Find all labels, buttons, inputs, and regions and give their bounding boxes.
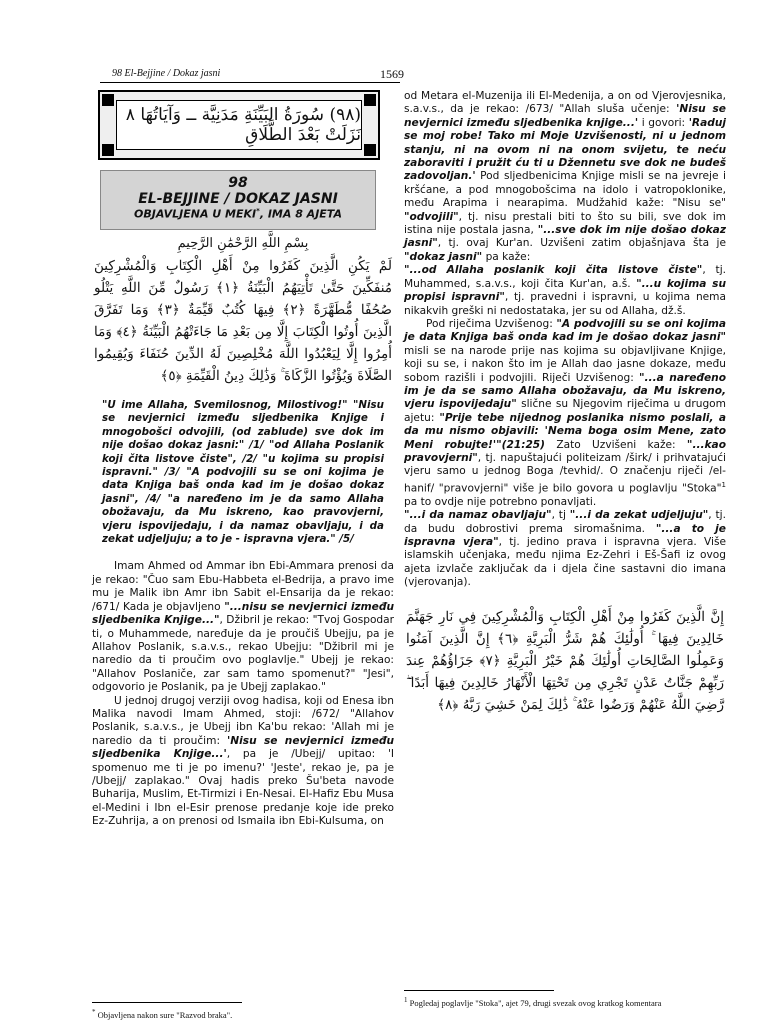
quote: "...i da namaz obavljaju" [404,509,552,522]
quote: "...sve dok im nije došao dokaz jasni" [404,224,726,250]
subtitle-lead: OBJAVLJENA U MEKI [134,207,257,221]
footnote-marker: * [92,1008,96,1016]
surah-banner-text: (٩٨) سُورَةُ البَيِّنَةِ مَدَنِيَّة ــ وَآيَاتُهَا ٨ نَزَلَتْ بَعْدَ الطَّلَاقِ [116,100,362,150]
quote: "...a naređeno im je da se samo Allaha obožavaju, da Mu iskreno, vjeru ispovijedaju" [404,371,726,411]
page-number: 1569 [380,67,404,81]
text: , tj. nisu prestali biti to što su bili, sve dok im istina nije postala jasna, [404,210,726,237]
quote: 'Nisu se nevjernici između sljedbenika knjige...' [404,103,726,129]
arabic-verses-6-8: إِنَّ الَّذِينَ كَفَرُوا مِنْ أَهْلِ الْكِتَابِ وَالْمُشْرِكِينَ فِي نَارِ جَهَنَّمَ خَالِدِينَ فِيهَا ۚ أُولَٰئِكَ هُمْ شَرُّ الْبَرِيَّةِ ﴿٦﴾ إِنَّ الَّذِينَ آمَنُوا وَعَمِلُوا الصَّالِحَاتِ أُولَٰئِكَ هُمْ خَيْرُ الْبَرِيَّةِ ﴿٧﴾ جَزَاؤُهُمْ عِندَ رَبِّهِمْ جَنَّاتُ عَدْنٍ تَجْرِي مِن تَحْتِهَا الْأَنْهَارُ خَالِدِينَ فِيهَا أَبَدًا ۖ رَّضِيَ اللَّهُ عَنْهُمْ وَرَضُوا عَنْهُ ۚ ذَٰلِكَ لِمَنْ خَشِيَ رَبَّهُ ﴿٨﴾ [406,608,724,713]
surah-banner [98,90,380,160]
quote: "...u kojima su propisi ispravni" [404,277,726,304]
text: , tj. pravedni i ispravni, u kojima nema nikakvih greški ni nedostataka, jer su od Allaha, dž.š. [404,291,726,317]
footnote-rule [92,1002,242,1003]
text: , pa je /Ubejj/ upitao: 'I spomenuo me ti je po imenu?' 'Jeste', rekao je, pa je /Ubejj/ zaplakao." Ovaj hadis preko Šu'beta navode Buharija, Muslim, Et-Tirmizi i En-Nesai. El-Hafiz Ebu Musa el-Medini i Ibn el-Esir prenose predanje koje ide preko Ez-Zuhrija, a on prenosi od Ismaila ibn Ebi-Kulsuma, on [92,748,394,828]
quote: "A podvojili su se oni kojima je data Knjiga baš onda kad im je došao dokaz jasni" [404,317,727,344]
banner-ornament [102,144,114,156]
quote: "...i da zekat udjeljuju" [569,509,709,522]
quote: "dokaz jasni" [404,250,483,263]
text: Pod riječima Uzvišenog: [426,317,553,330]
quote: "...od Allaha poslanik koji čita listove čiste" [404,264,703,277]
chapter-number: 98 [228,175,248,191]
paragraph [92,560,394,694]
right-body-text [404,90,726,590]
arabic-verses-1-5: لَمْ يَكُنِ الَّذِينَ كَفَرُوا مِنْ أَهْلِ الْكِتَابِ وَالْمُشْرِكِينَ مُنفَكِّينَ حَتَّىٰ تَأْتِيَهُمُ الْبَيِّنَةُ ﴿١﴾ رَسُولٌ مِّنَ اللَّهِ يَتْلُو صُحُفًا مُّطَهَّرَةً ﴿٢﴾ فِيهَا كُتُبٌ قَيِّمَةٌ ﴿٣﴾ وَمَا تَفَرَّقَ الَّذِينَ أُوتُوا الْكِتَابَ إِلَّا مِن بَعْدِ مَا جَاءَتْهُمُ الْبَيِّنَةُ ﴿٤﴾ وَمَا أُمِرُوا إِلَّا لِيَعْبُدُوا اللَّهَ مُخْلِصِينَ لَهُ الدِّينَ حُنَفَاءَ وَيُقِيمُوا الصَّلَاةَ وَيُؤْتُوا الزَّكَاةَ ۚ وَذَٰلِكَ دِينُ الْقَيِّمَةِ ﴿٥﴾ [94,258,393,384]
quote: 'Raduj se moj robe! Tako mi Moje Uzvišenosti, ni u jednom stanju, ni na ovom ni na onom svijetu, te neću zaboraviti i pružit ću ti u Džennetu sve dok ne budeš zadovoljan.' [404,116,726,183]
footnote-left [92,1007,392,1020]
paragraph [404,318,726,509]
chapter-title: EL-BEJJINE / DOKAZ JASNI [138,191,338,207]
text: Zato Uzvišeni kaže: [545,438,687,451]
text: U jednoj drugoj verziji ovog hadisa, koji od Enesa ibn Malika navodi Imam Ahmed, stoji: /672/ "Allahov Poslanik, s.a.v.s., je Ubejj ibn Ka'bu rekao: 'Allah mi je naredio da ti proučim: [92,694,394,747]
text: , tj. Muhammed, s.a.v.s., koji čita Kur'an, a.š. [404,264,727,290]
quote: "...kao pravovjerni" [404,438,726,464]
paragraph [404,90,726,264]
chapter-title-box [100,170,376,230]
banner-ornament [364,144,376,156]
text: , tj. da budu dobrostivi prema siromašnima. [404,509,726,535]
text: misli se na narode prije nas kojima su objavljivane Knjige, koji su se, i nakon što im je Allah dao jasne dokaze, među sobom razišli i podvojili. Riječi Uzvišenog: [404,344,726,384]
banner-ornament [364,94,376,106]
quote: 'Nisu se nevjernici između sljedbenika Knjige...' [92,734,395,761]
chapter-subtitle [101,207,375,221]
footnote-marker: 1 [404,996,408,1004]
text: i govori: [638,116,689,129]
text: , tj [551,509,570,522]
footnote-text: Objavljena nakon sure "Razvod braka". [97,1009,233,1020]
text: slične su Njegovim riječima u drugom ajetu: [404,398,726,424]
left-body-text [92,560,394,828]
text: , tj. jedino prava i ispravna vjera. Više islamskih učenjaka, među njima Ez-Zehri i Eš-Šafi iz ovog ajeta izvlače zaključak da i djela čine sastavni dio imana (vjerovanja). [404,535,726,589]
paragraph [404,264,726,318]
footnote-text: Pogledaj poglavlje "Stoka", ajet 79, drugi svezak ovog kratkog komentara [409,997,662,1008]
text: od Metara el-Muzenija ili El-Medenija, a on od Vjerovjesnika, s.a.v.s., da je rekao: /673/ "Allah sluša učenje: [404,90,726,116]
quote: "...nisu se nevjernici između sljedbenika Knjige..." [92,600,394,627]
text: Pod sljedbenicima Knjige misli se na jevreje i kršćane, a pod mnogobošcima na idolo i vatropoklonike, među Arapima i nearapima. Mudžahid kaže: "Nisu se" [404,170,726,210]
text: , tj. ovaj Kur'an. Uzvišeni zatim objašnjava šta je [437,237,726,250]
right-column [404,90,726,716]
paragraph [404,509,726,589]
subtitle-tail: , IMA 8 AJETA [259,207,342,221]
footnote-right [404,995,724,1008]
text: , tj. napuštajući politeizam /širk/ i prihvatajući vjeru samo u jednog Boga /tevhid/. O značenju riječi /el-hanif/ "pravovjerni" više je bilo govora u poglavlju "Stoka" [404,451,726,495]
text: Imam Ahmed od Ammar ibn Ebi-Ammara prenosi da je rekao: "Čuo sam Ebu-Habbeta el-Bedrija, a pravo ime mu je Malik ibn Amr ibn Sabit el-Ensarija da je rekao: /671/ Kada je objavljeno [92,560,394,613]
banner-ornament [102,94,114,106]
left-column [92,90,394,829]
basmala: بِسْمِ اللَّهِ الرَّحْمَٰنِ الرَّحِيمِ [177,236,309,251]
quote: "odvojili" [404,210,459,223]
running-title: 98 El-Bejjine / Dokaz jasni [112,68,221,79]
quote: "...a to je ispravna vjera" [404,522,726,548]
quote: "Prije tebe nijednog poslanika nismo poslali, a da mu nismo objavili: 'Nema boga osim Mene, zato Meni robujte!'"(21:25) [404,411,726,451]
footnote-marker: 1 [721,480,726,489]
text: , Džibril je rekao: "Tvoj Gospodar ti, o Muhammede, naređuje da je proučiš Ubejju, pa je Allahov Poslanik, s.a.v.s., rekao Ubejju: "Džibril mi je naredio da ti proučim ovo poglavlje." Ubejj je rekao: "Allahov Poslaniče, zar sam tamo spomenut?" "Jesi", odgovorio je Poslanik, pa je Ubejj zaplakao." [92,614,394,694]
text: pa to ovdje nije potrebno ponavljati. [404,495,597,508]
text: pa kaže: [482,250,531,263]
header-rule [100,82,400,83]
footnote-marker: * [256,207,260,215]
footnote-rule [404,990,554,991]
translation-block: "U ime Allaha, Svemilosnog, Milostivog!" "Nisu se nevjernici između sljedbenika Knjige i mnogobošci odvojili, (od zablude) sve dok im nije došao dokaz jasni:" /1/ "od Allaha Poslanik koji čita listove čiste", /2/ "u kojima su propisi ispravni." /3/ "A podvojili su se oni kojima je data Knjiga baš onda kad im je došao dokaz jasni", /4/ "a naređeno im je da samo Allaha obožavaju, da Mu iskreno, kao pravovjerni, vjeru ispovijedaju, i da namaz obavljaju, i da zekat udjeljuju; a to je - ispravna vjera." /5/ [102,399,384,546]
paragraph [92,695,394,829]
